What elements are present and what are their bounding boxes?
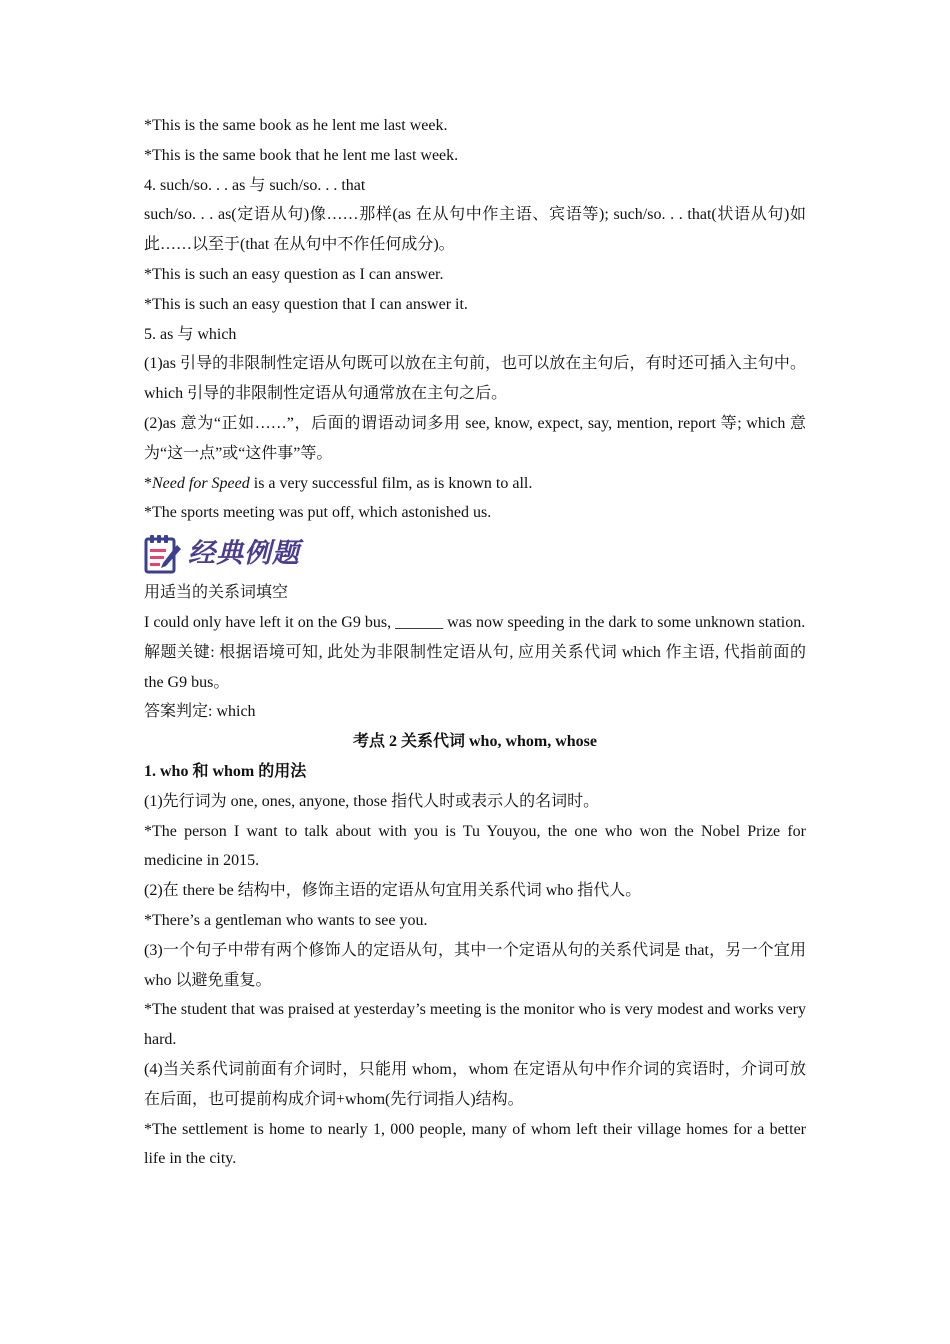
example-sentence-sports-meeting: *The sports meeting was put off, which astonished us. (144, 504, 492, 522)
subheading-as-which: 5. as 与 which (144, 325, 237, 343)
example-sentence-need-for-speed (144, 469, 806, 499)
section-subheading: 1. who 和 whom 的用法 (144, 762, 307, 780)
section-heading: 考点 2 关系代词 who, whom, whose (352, 733, 598, 751)
paragraph-as-which-2: (2)as 意为“正如……”，后面的谓语动词多用 see, know, expect, say, mention, report 等; which 意为“这一点”或“这件事”等。 (144, 414, 806, 462)
example-answer: 答案判定: which (144, 703, 256, 721)
paragraph-as-which-1: (1)as 引导的非限制性定语从句既可以放在主句前，也可以放在主句后，有时还可插入主句中。which 引导的非限制性定语从句通常放在主句之后。 (144, 355, 806, 403)
rule-3: (3)一个句子中带有两个修饰人的定语从句，其中一个定语从句的关系代词是 that，另一个宜用 who 以避免重复。 (144, 941, 806, 989)
subheading-such-so: 4. such/so. . . as 与 such/so. . . that (144, 176, 366, 194)
rule-1: (1)先行词为 one, ones, anyone, those 指代人时或表示人的名词时。 (144, 792, 600, 810)
rule-4-example: *The settlement is home to nearly 1, 000 people, many of whom left their village homes for a better life in the city. (144, 1120, 806, 1168)
example-question: I could only have left it on the G9 bus, ______ was now speeding in the dark to some unknown station. (144, 613, 806, 631)
rule-2-example: *There’s a gentleman who wants to see you. (144, 911, 428, 929)
film-title: Need for Speed (152, 474, 250, 492)
asterisk: * (144, 474, 152, 492)
banner-title: 经典例题 (188, 538, 300, 570)
classic-examples-banner (144, 530, 806, 578)
example-sentence-such-that: *This is such an easy question that I can answer it. (144, 295, 468, 313)
example-sentence-same-as: *This is the same book as he lent me last week. (144, 117, 448, 134)
rule-3-example: *The student that was praised at yesterday’s meeting is the monitor who is very modest and works very hard. (144, 1001, 806, 1049)
sentence-rest: is a very successful film, as is known to all. (249, 474, 533, 492)
example-sentence-such-as: *This is such an easy question as I can answer. (144, 265, 444, 283)
rule-4: (4)当关系代词前面有介词时，只能用 whom，whom 在定语从句中作介词的宾语时，介词可放在后面，也可提前构成介词+whom(先行词指人)结构。 (144, 1060, 806, 1108)
notepad-pencil-icon (144, 533, 182, 575)
paragraph-such-so-explanation: such/so. . . as(定语从句)像……那样(as 在从句中作主语、宾语等); such/so. . . that(状语从句)如此……以至于(that 在从句中不作任何成分)。 (144, 206, 806, 254)
rule-2: (2)在 there be 结构中，修饰主语的定语从句宜用关系代词 who 指代人。 (144, 882, 642, 900)
example-sentence-same-that: *This is the same book that he lent me last week. (144, 146, 459, 164)
example-instruction: 用适当的关系词填空 (144, 584, 289, 602)
document-page (144, 111, 806, 1174)
rule-1-example: *The person I want to talk about with you is Tu Youyou, the one who won the Nobel Prize for medicine in 2015. (144, 822, 806, 870)
example-analysis: 解题关键: 根据语境可知, 此处为非限制性定语从句, 应用关系代词 which 作主语, 代指前面的 the G9 bus。 (144, 643, 806, 691)
